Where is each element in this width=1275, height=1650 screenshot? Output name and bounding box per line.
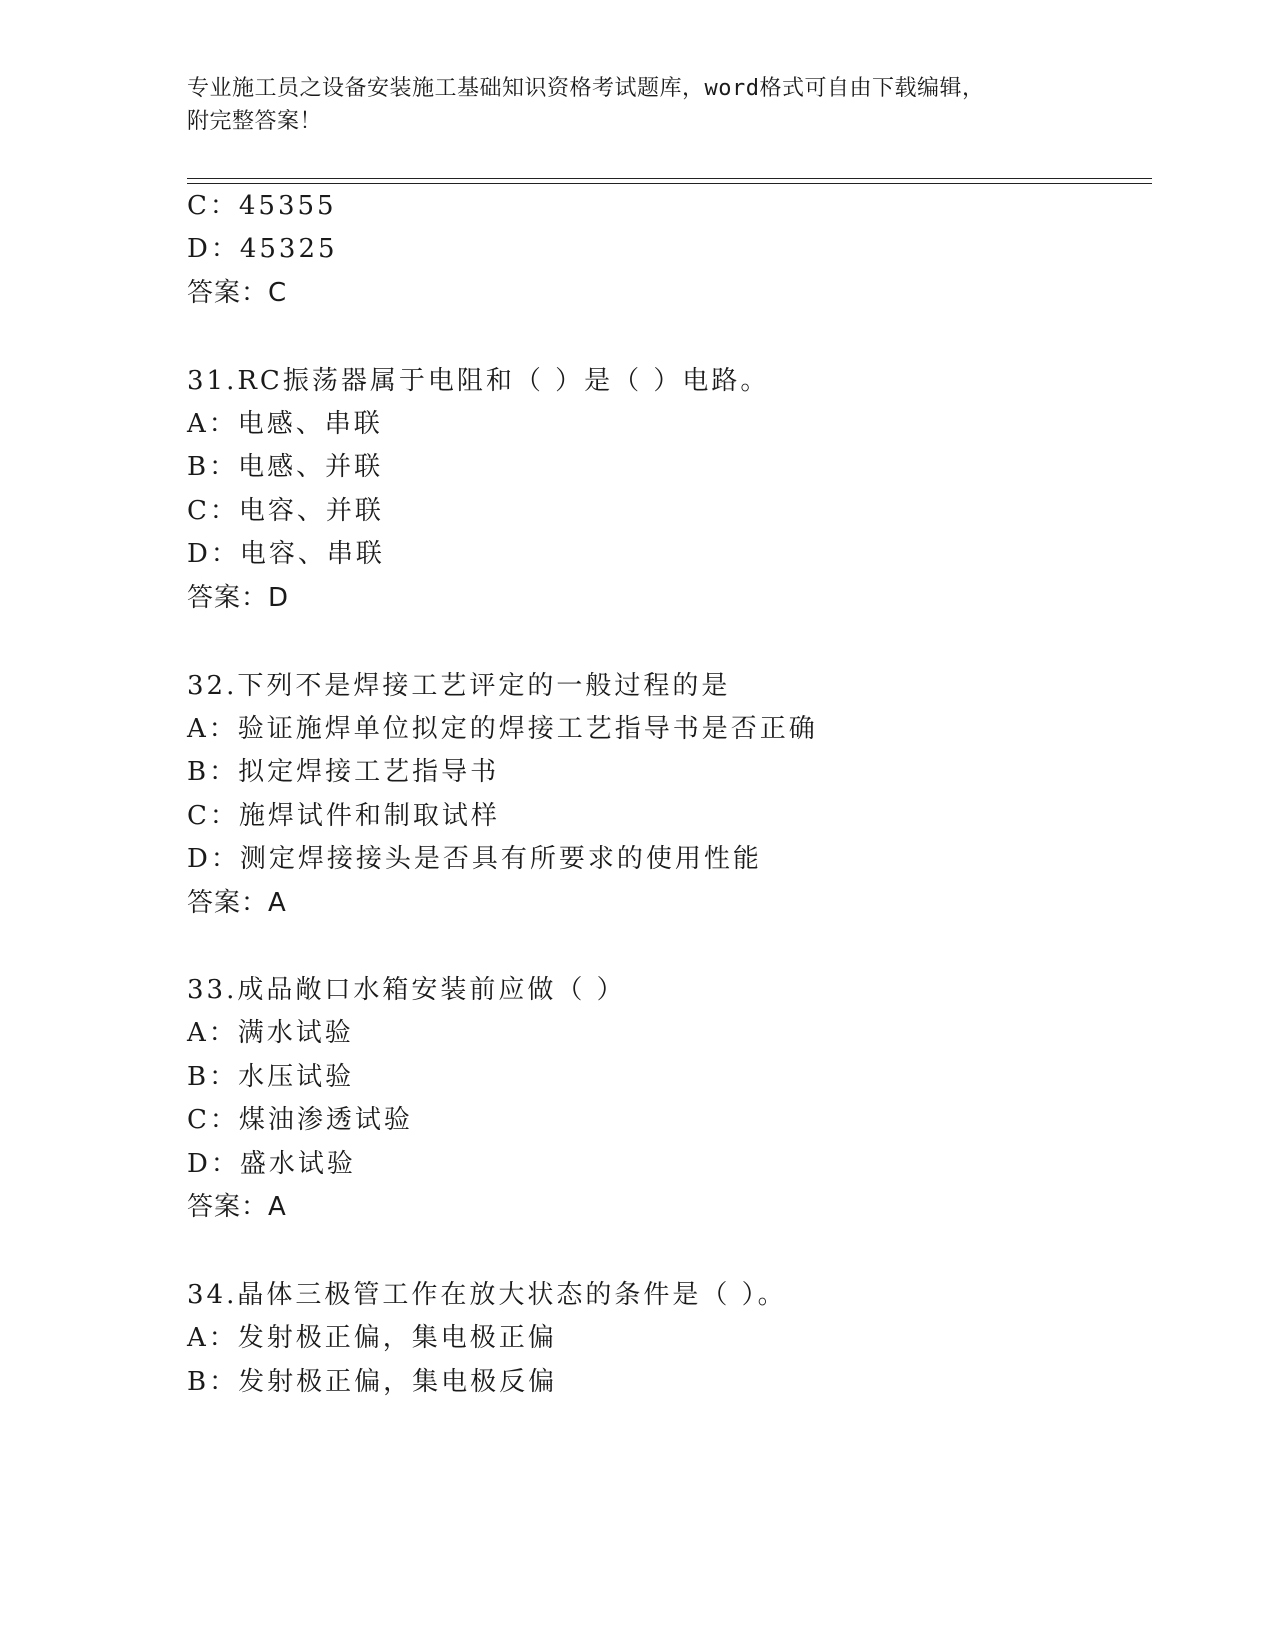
prev-option-d: D：45325 xyxy=(187,234,338,264)
question-31-answer: 答案：D xyxy=(187,583,290,613)
document-header xyxy=(187,72,1087,138)
question-34-option-a: A：发射极正偏，集电极正偏 xyxy=(187,1323,557,1353)
question-32-option-b: B：拟定焊接工艺指导书 xyxy=(187,757,500,787)
question-31-option-c: C：电容、并联 xyxy=(187,496,384,526)
question-31-option-a: A：电感、串联 xyxy=(187,409,383,439)
question-32-stem: 32.下列不是焊接工艺评定的一般过程的是 xyxy=(187,671,731,701)
question-32-option-d: D：测定焊接接头是否具有所要求的使用性能 xyxy=(187,844,762,874)
question-32-option-a: A：验证施焊单位拟定的焊接工艺指导书是否正确 xyxy=(187,714,818,744)
question-31-option-d: D：电容、串联 xyxy=(187,539,385,569)
header-rule-bottom xyxy=(187,183,1152,184)
question-33-option-d: D：盛水试验 xyxy=(187,1149,356,1179)
question-34-option-b: B：发射极正偏，集电极反偏 xyxy=(187,1367,558,1397)
prev-answer: 答案：C xyxy=(187,278,288,308)
question-32-answer: 答案：A xyxy=(187,888,287,918)
question-32-option-c: C：施焊试件和制取试样 xyxy=(187,801,500,831)
question-33-stem: 33.成品敞口水箱安装前应做（ ） xyxy=(187,975,626,1005)
question-31-option-b: B：电感、并联 xyxy=(187,452,384,482)
header-line-1: 专业施工员之设备安装施工基础知识资格考试题库，word格式可自由下载编辑， xyxy=(187,76,985,101)
question-33-option-a: A：满水试验 xyxy=(187,1018,354,1048)
question-33-answer: 答案：A xyxy=(187,1192,287,1222)
question-33-option-b: B：水压试验 xyxy=(187,1062,355,1092)
header-line-2: 附完整答案！ xyxy=(187,109,323,134)
question-33-option-c: C：煤油渗透试验 xyxy=(187,1105,413,1135)
question-31-stem: 31.RC振荡器属于电阻和（ ）是（ ）电路。 xyxy=(187,366,770,396)
prev-option-c: C：45355 xyxy=(187,191,337,221)
header-rule-top xyxy=(187,178,1152,179)
question-34-stem: 34.晶体三极管工作在放大状态的条件是（ ）。 xyxy=(187,1280,787,1310)
